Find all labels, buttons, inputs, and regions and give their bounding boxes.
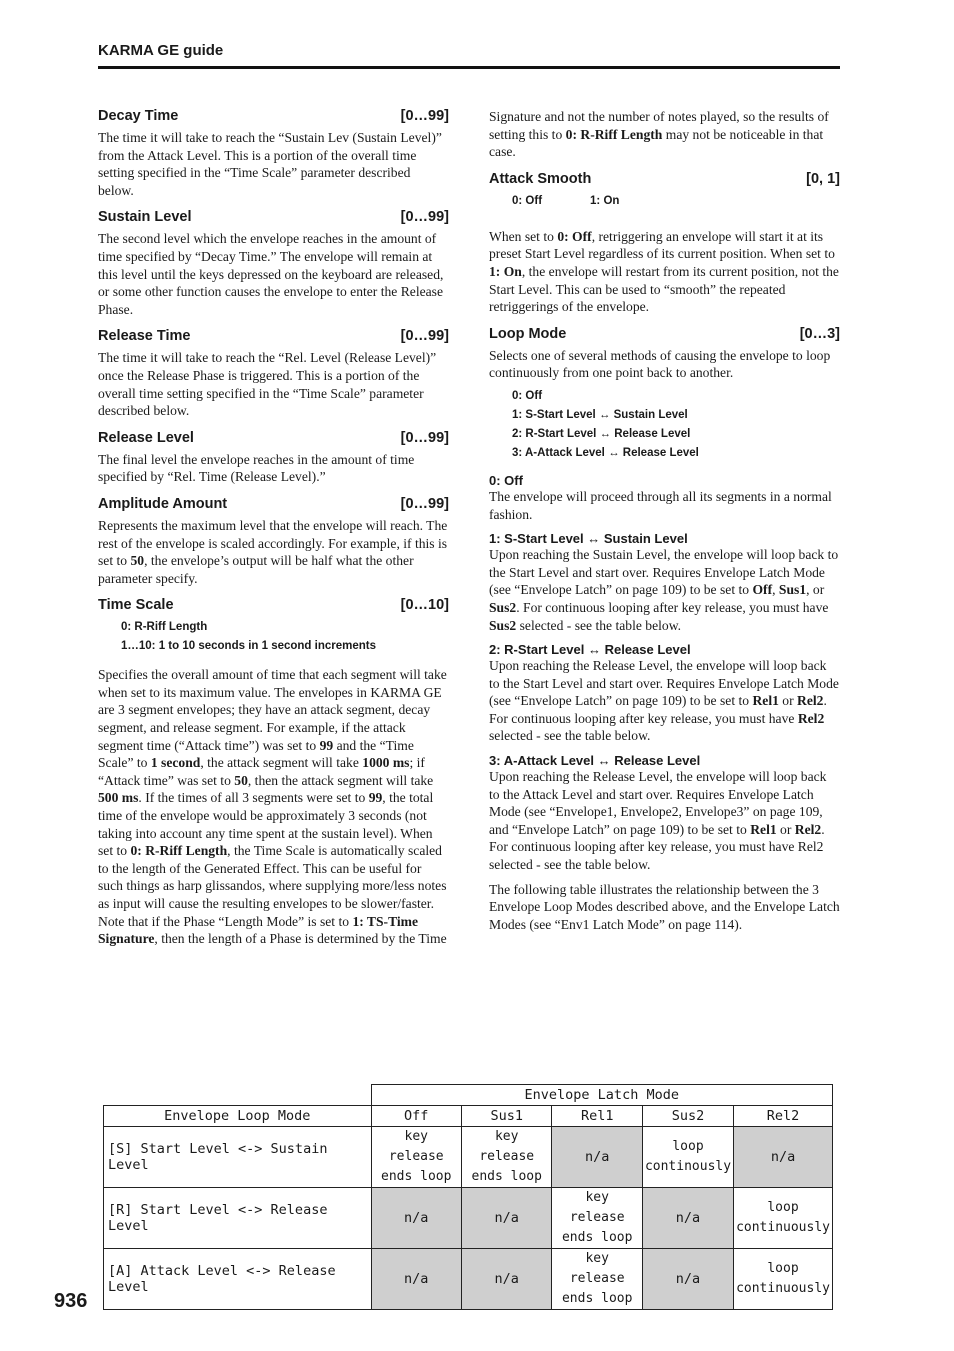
column-header: Sus1 xyxy=(461,1106,551,1127)
column-header: Sus2 xyxy=(642,1106,733,1127)
param-text-release-time: The time it will take to reach the “Rel. Level (Release Level)” once the Release Phase is triggered. This is a portion of the overall time setting specified in the “Time Scale” parameter described below. xyxy=(98,350,437,419)
option-item: 0: R-Riff Length xyxy=(121,621,208,634)
table-group-header: Envelope Latch Mode xyxy=(371,1085,833,1106)
continued-text: Signature and not the number of notes played, so the results of setting this to 0: R-Riff Length may not be noticeable in that case. xyxy=(489,109,829,160)
text-s-start: Upon reaching the Sustain Level, the envelope will loop back to the Start Level and start over. Requires Envelope Latch Mode (see “Envelope Latch” on page 109) to be set to Off, Sus1, or Sus2. For continuous looping after key release, you must have Sus2 selected - see the table below. xyxy=(489,547,839,633)
param-text-decay-time: The time it will take to reach the “Sustain Lev (Sustain Level)” from the Attack Level. This is a portion of the overall time setting specified in the “Time Scale” parameter described below. xyxy=(98,130,442,198)
table-cell: key release ends loop xyxy=(461,1127,551,1188)
table-cell: n/a xyxy=(642,1188,733,1249)
option-item: 0: Off xyxy=(512,194,543,207)
page-number: 936 xyxy=(54,1290,88,1312)
param-text-sustain-level: The second level which the envelope reaches in the amount of time specified by “Decay Time.” The envelope will remain at this level until the keys depressed on the keyboard are released, or some other function causes the envelope to enter the Release Phase. xyxy=(98,231,444,317)
option-item: 1…10: 1 to 10 seconds in 1 second increments xyxy=(121,640,377,653)
param-heading-decay-time: Decay Time [0…99] xyxy=(98,108,449,124)
option-item: 1: S-Start Level ↔ Sustain Level xyxy=(512,408,688,421)
table-row xyxy=(104,1188,833,1249)
table-cell: n/a xyxy=(371,1249,461,1310)
table-row xyxy=(104,1127,833,1188)
table-cell: n/a xyxy=(734,1127,833,1188)
param-heading-amplitude-amount: Amplitude Amount [0…99] xyxy=(98,495,449,512)
option-item: 2: R-Start Level ↔ Release Level xyxy=(512,427,691,440)
row-label: [R] Start Level <-> Release Level xyxy=(104,1188,372,1249)
column-header: Off xyxy=(371,1106,461,1127)
loop-mode-options xyxy=(512,390,840,459)
table-row xyxy=(104,1106,833,1127)
attack-smooth-options xyxy=(512,195,840,214)
param-text-release-level: The final level the envelope reaches in the amount of time specified by “Rel. Time (Release Level).” xyxy=(98,451,415,485)
text-a-attack: Upon reaching the Release Level, the envelope will loop back to the Attack Level and start over. Requires Envelope Latch Mode (see “Envelope1, Envelope2, Envelope3” on page 109, and “Envelope Latch” on page 109) to be set to Rel1 or Rel2. For continuous looping after key release, you must have Rel2 selected - see the table below. xyxy=(489,769,827,873)
param-heading-release-level: Release Level [0…99] xyxy=(98,429,449,446)
subheading-r-start: 2: R-Start Level ↔ Release Level xyxy=(489,642,691,658)
table-intro: The following table illustrates the relationship between the 3 Envelope Loop Modes described above, and the Envelope Latch Modes (see “Env1 Latch Mode” on page 114). xyxy=(489,881,840,932)
table-cell: n/a xyxy=(552,1127,642,1188)
table-cell: n/a xyxy=(461,1188,551,1249)
text-off: The envelope will proceed through all its segments in a normal fashion. xyxy=(489,488,832,522)
subheading-s-start: 1: S-Start Level ↔ Sustain Level xyxy=(489,531,688,547)
row-label: [A] Attack Level <-> Release Level xyxy=(104,1249,372,1310)
column-header: Rel2 xyxy=(734,1106,833,1127)
loop-latch-table xyxy=(103,1084,833,1310)
table-cell: key release ends loop xyxy=(552,1188,642,1249)
table-cell: loop continuously xyxy=(734,1188,833,1249)
subheading-off: 0: Off xyxy=(489,472,523,488)
header-rule xyxy=(98,66,840,69)
table-cell: loop continuously xyxy=(734,1249,833,1310)
row-label: [S] Start Level <-> Sustain Level xyxy=(104,1127,372,1188)
param-heading-sustain-level: Sustain Level [0…99] xyxy=(98,209,449,226)
table-cell: n/a xyxy=(461,1249,551,1310)
time-scale-options xyxy=(121,621,449,652)
param-text-attack-smooth: When set to 0: Off, retriggering an envelope will start it at its preset Start Level regardless of its current position. When set to 1: On, the envelope will restart from its current position, not the Start Level. This can be used to “smooth” the repeated retriggerings of the envelope. xyxy=(489,228,839,315)
param-heading-loop-mode: Loop Mode [0…3] xyxy=(489,325,840,342)
left-column xyxy=(98,108,449,955)
right-column xyxy=(489,108,840,940)
option-item: 0: Off xyxy=(512,389,543,402)
table-cell: n/a xyxy=(642,1249,733,1310)
param-text-amplitude-amount: Represents the maximum level that the envelope will reach. The rest of the envelope is scaled accordingly. For example, if this is set to 50, the envelope’s output will be half what the other parameter specify. xyxy=(98,517,448,586)
table-row xyxy=(104,1249,833,1310)
param-heading-attack-smooth: Attack Smooth [0, 1] xyxy=(489,170,840,187)
table-cell: key release ends loop xyxy=(552,1249,642,1310)
table-cell: loop continously xyxy=(642,1127,733,1188)
option-item: 3: A-Attack Level ↔ Release Level xyxy=(512,446,699,459)
text-r-start: Upon reaching the Release Level, the envelope will loop back to the Start Level and start over. Requires Envelope Latch Mode (see “Envelope Latch” on page 109) to be set to Rel1 or Rel2. For continuous looping after key release, you must have Rel2 selected - see the table below. xyxy=(489,658,839,744)
table-cell: key release ends loop xyxy=(371,1127,461,1188)
param-text-loop-mode: Selects one of several methods of causing the envelope to loop continuously from one point back to another. xyxy=(489,347,831,381)
option-item: 1: On xyxy=(590,194,620,207)
column-header: Rel1 xyxy=(552,1106,642,1127)
param-heading-release-time: Release Time [0…99] xyxy=(98,328,449,345)
param-heading-time-scale: Time Scale [0…10] xyxy=(98,597,449,614)
param-text-time-scale: Specifies the overall amount of time that each segment will take when set to its maximum value. The envelopes in KARMA GE are 3 segment envelopes; they have an attack segment, decay segment, and release segment. For example, if the attack segment time (“Attack time”) was set to 99 and the “Time Scale” to 1 second, the attack segment will take 1000 ms; if “Attack time” was set to 50, then the attack segment will take 500 ms. If the times of all 3 segments were set to 99, the total time of the envelope would be approximately 3 seconds (not taking into account any time spent at the sustain level). When set to 0: R-Riff Length, the Time Scale is automatically scaled to the length of the Generated Effect. This can be useful for such things as harp glissandos, where supplying more/less notes as input will cause the resulting envelopes to be slower/faster. Note that if the Phase “Length Mode” is set to 1: TS-Time Signature, then the length of a Phase is determined by the Time xyxy=(98,667,447,947)
subheading-a-attack: 3: A-Attack Level ↔ Release Level xyxy=(489,753,701,769)
table-cell: n/a xyxy=(371,1188,461,1249)
table-row-header: Envelope Loop Mode xyxy=(104,1106,372,1127)
running-header: KARMA GE guide xyxy=(98,42,224,59)
table-row xyxy=(104,1085,833,1106)
